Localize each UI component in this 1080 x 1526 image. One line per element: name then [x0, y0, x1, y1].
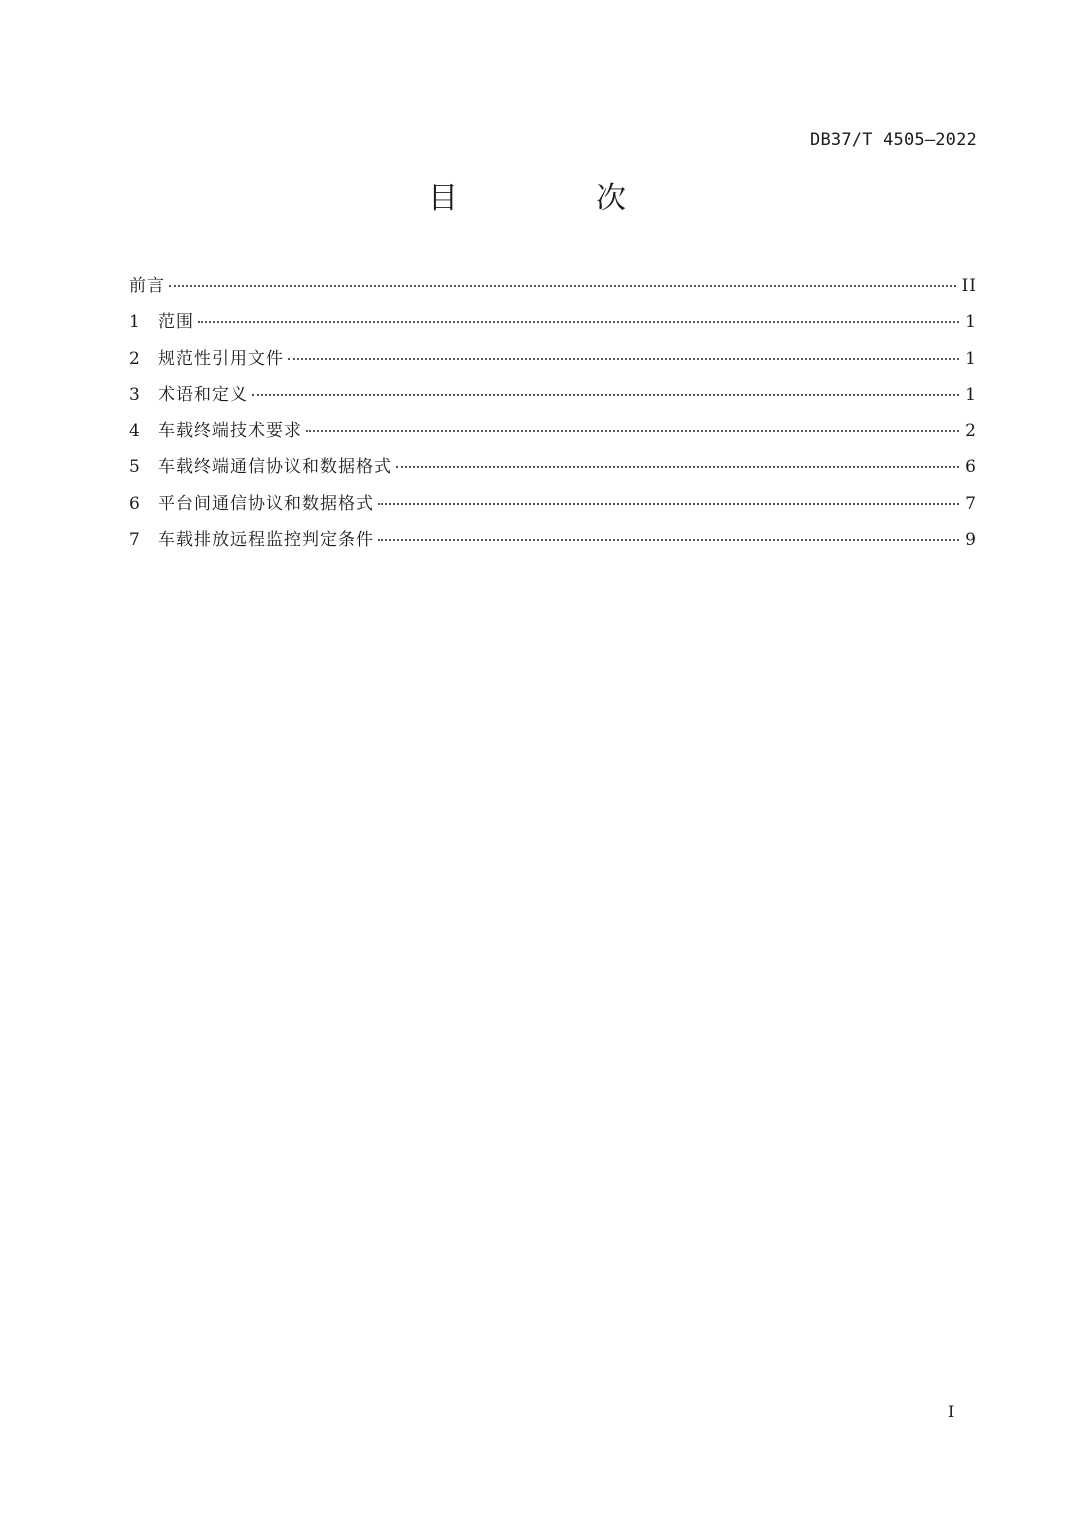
toc-dot-leader [169, 285, 956, 287]
toc-dot-leader [378, 503, 959, 505]
toc-entry-3[interactable] [129, 377, 977, 413]
page-number: I [948, 1402, 955, 1421]
toc-entry-number: 2 [129, 348, 140, 369]
toc-entry-page: II [961, 276, 977, 296]
toc-dot-leader [396, 466, 959, 468]
toc-entry-page: 1 [965, 384, 977, 405]
toc-dot-leader [252, 394, 959, 396]
toc-entry-label: 术语和定义 [158, 384, 248, 405]
toc-entry-6[interactable] [129, 486, 977, 522]
toc-entry-page: 6 [965, 457, 977, 478]
toc-entry-label: 平台间通信协议和数据格式 [158, 493, 374, 514]
toc-entry-label: 车载排放远程监控判定条件 [158, 530, 374, 551]
toc-entry-label: 前言 [129, 276, 165, 296]
toc-entry-number: 1 [129, 312, 140, 333]
toc-entry-number: 3 [129, 384, 140, 405]
toc-dot-leader [288, 358, 959, 360]
toc-entry-foreword[interactable] [129, 268, 977, 304]
toc-entry-1[interactable] [129, 304, 977, 340]
toc-entry-number: 6 [129, 493, 140, 514]
toc-entry-page: 7 [965, 493, 977, 514]
toc-entry-page: 9 [965, 530, 977, 551]
toc-entry-page: 2 [965, 421, 977, 442]
toc-entry-7[interactable] [129, 522, 977, 558]
toc-entry-page: 1 [965, 348, 977, 369]
toc-dot-leader [306, 430, 959, 432]
toc-entry-label: 规范性引用文件 [158, 348, 284, 369]
toc-entry-4[interactable] [129, 413, 977, 449]
toc-entry-number: 5 [129, 457, 140, 478]
toc-entry-label: 车载终端通信协议和数据格式 [158, 457, 392, 478]
toc-entry-number: 4 [129, 421, 140, 442]
toc-entry-label: 车载终端技术要求 [158, 421, 302, 442]
standard-code: DB37/T 4505—2022 [810, 130, 977, 150]
toc-entry-number: 7 [129, 530, 140, 551]
toc-dot-leader [378, 539, 959, 541]
toc-entry-2[interactable] [129, 341, 977, 377]
toc-dot-leader [198, 321, 959, 323]
table-of-contents [129, 268, 977, 558]
page-title: 目 次 [428, 181, 680, 216]
toc-entry-5[interactable] [129, 449, 977, 485]
toc-entry-page: 1 [965, 312, 977, 333]
toc-entry-label: 范围 [158, 312, 194, 333]
